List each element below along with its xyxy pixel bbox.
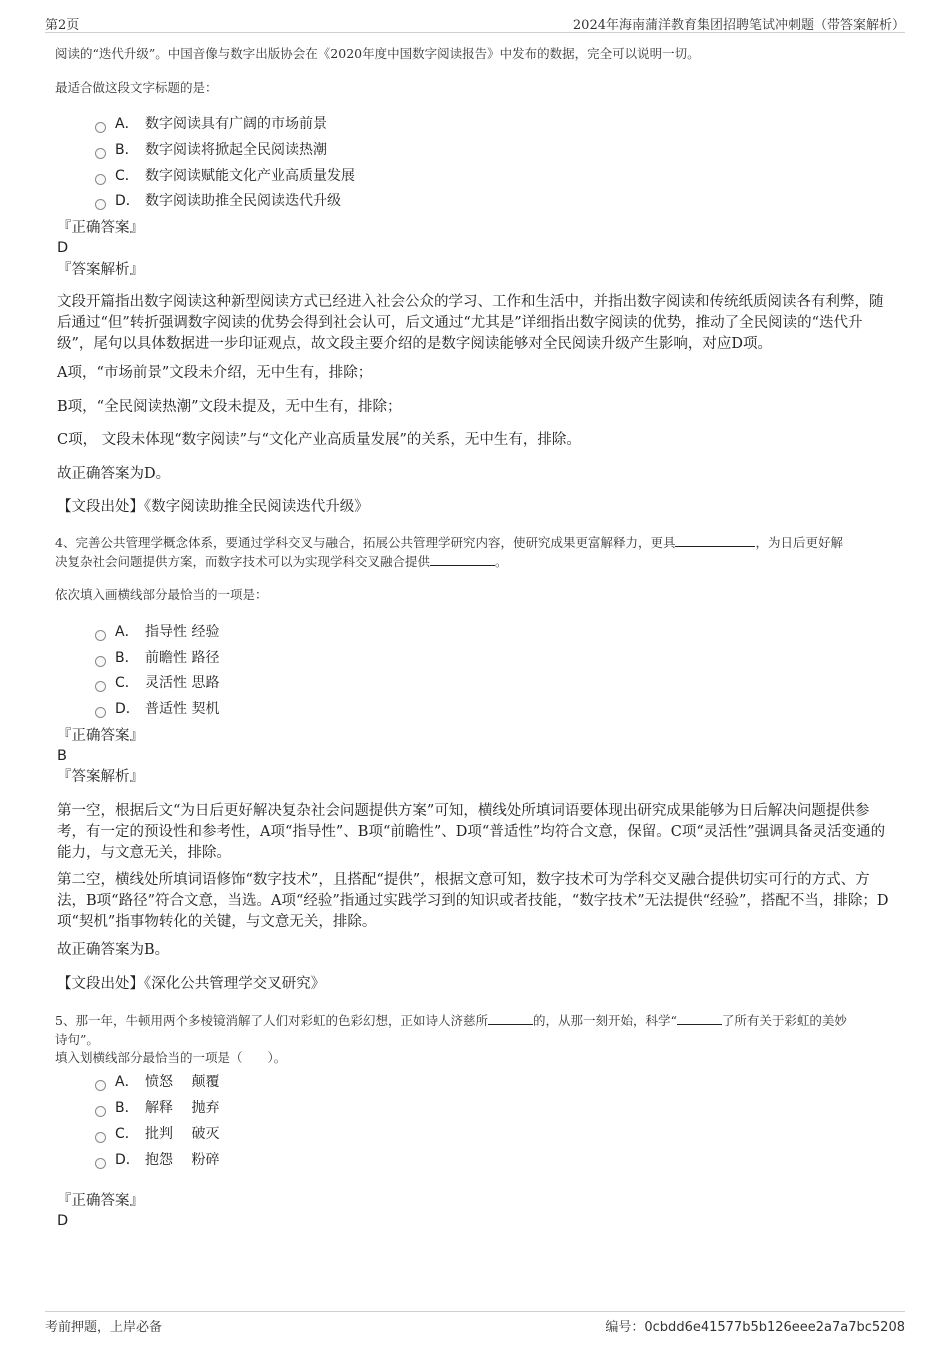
q3-analysis-label: 『答案解析』 bbox=[57, 262, 144, 278]
q3-passage-end: 阅读的“迭代升级”。中国音像与数字出版协会在《2020年度中国数字阅读报告》中发布的数据，完全可以说明一切。 bbox=[55, 46, 700, 61]
q4-analysis-label: 『答案解析』 bbox=[57, 769, 144, 785]
q5-prompt: 填入划横线部分最恰当的一项是（ ）。 bbox=[55, 1050, 287, 1065]
q3-analysis-paragraph: A项，“市场前景”文段未介绍，无中生有，排除； bbox=[57, 365, 373, 381]
page-header bbox=[45, 12, 905, 33]
radio-icon[interactable] bbox=[95, 1132, 106, 1143]
q4-analysis-conclusion: 故正确答案为B。 bbox=[57, 942, 170, 958]
q4-option-d[interactable]: D． 普适性 契机 bbox=[95, 698, 219, 720]
q3-option-b[interactable]: B． 数字阅读将掀起全民阅读热潮 bbox=[95, 139, 327, 161]
q3-answer: D bbox=[57, 240, 69, 256]
q5-option-c[interactable]: C． 批判 破灭 bbox=[95, 1123, 219, 1145]
q4-answer: B bbox=[57, 748, 67, 764]
document-title: 2024年海南蒲洋教育集团招聘笔试冲刺题（带答案解析） bbox=[572, 18, 905, 33]
blank-line bbox=[488, 1011, 533, 1025]
radio-icon[interactable] bbox=[95, 1158, 106, 1169]
radio-icon[interactable] bbox=[95, 681, 106, 692]
q3-analysis-paragraph: 文段开篇指出数字阅读这种新型阅读方式已经进入社会公众的学习、工作和生活中，并指出数字阅读和传统纸质阅读各有利弊，随后通过“但”转折强调数字阅读的优势会得到社会认可，后文通过“尤其是”详细指出数字阅读的优势，推动了全民阅读的“迭代升级”，尾句以具体数据进一步印证观点，故文段主要介绍的是数字阅读能够对全民阅读升级产生影响，对应D项。 bbox=[57, 294, 884, 352]
q3-analysis-conclusion: 故正确答案为D。 bbox=[57, 466, 171, 482]
document-code: 编号：0cbdd6e41577b5b126eee2a7a7bc5208 bbox=[605, 1320, 905, 1335]
radio-icon[interactable] bbox=[95, 1080, 106, 1091]
q4-analysis-paragraph: 第二空，横线处所填词语修饰“数字技术”，且搭配“提供”，根据文意可知，数字技术可为学科交叉融合提供切实可行的方式、方法，B项“路径”符合文意，当选。A项“经验”指通过实践学习到的知识或者技能，“数字技术”无法提供“经验”，搭配不当，排除；D项“契机”指事物转化的关键，与文意无关，排除。 bbox=[57, 872, 889, 930]
radio-icon[interactable] bbox=[95, 199, 106, 210]
footer-slogan: 考前押题，上岸必备 bbox=[45, 1320, 163, 1335]
q4-option-a[interactable]: A． 指导性 经验 bbox=[95, 621, 219, 643]
radio-icon[interactable] bbox=[95, 1106, 106, 1117]
q3-option-d[interactable]: D． 数字阅读助推全民阅读迭代升级 bbox=[95, 190, 341, 212]
radio-icon[interactable] bbox=[95, 707, 106, 718]
q3-analysis-paragraph: C项， 文段未体现“数字阅读”与“文化产业高质量发展”的关系，无中生有，排除。 bbox=[57, 432, 581, 448]
blank-line bbox=[675, 533, 755, 547]
q4-prompt: 依次填入画横线部分最恰当的一项是： bbox=[55, 587, 268, 602]
q5-stem: 5、那一年，牛顿用两个多棱镜消解了人们对彩虹的色彩幻想，正如诗人济慈所 的，从那一刻开始，科学“ 了所有关于彩虹的美妙 诗句”。 bbox=[55, 1013, 847, 1047]
q4-option-b[interactable]: B． 前瞻性 路径 bbox=[95, 647, 219, 669]
q3-analysis-paragraph: B项，“全民阅读热潮”文段未提及，无中生有，排除； bbox=[57, 399, 402, 415]
q5-option-d[interactable]: D． 抱怨 粉碎 bbox=[95, 1149, 219, 1171]
q3-option-a[interactable]: A． 数字阅读具有广阔的市场前景 bbox=[95, 113, 327, 135]
radio-icon[interactable] bbox=[95, 148, 106, 159]
blank-line bbox=[430, 552, 495, 566]
radio-icon[interactable] bbox=[95, 122, 106, 133]
q4-analysis-paragraph: 第一空，根据后文“为日后更好解决复杂社会问题提供方案”可知，横线处所填词语要体现出研究成果能够为日后解决问题提供参考，有一定的预设性和参考性，A项“指导性”、B项“前瞻性”、D项“普适性”均符合文意，保留。C项“灵活性”强调具备灵活变通的能力，与文意无关，排除。 bbox=[57, 803, 886, 861]
page-number: 第2页 bbox=[45, 18, 80, 33]
q5-option-b[interactable]: B． 解释 抛弃 bbox=[95, 1097, 219, 1119]
q5-answer: D bbox=[57, 1213, 69, 1229]
q3-prompt: 最适合做这段文字标题的是： bbox=[55, 80, 218, 95]
radio-icon[interactable] bbox=[95, 174, 106, 185]
q5-option-a[interactable]: A． 愤怒 颠覆 bbox=[95, 1071, 219, 1093]
radio-icon[interactable] bbox=[95, 630, 106, 641]
radio-icon[interactable] bbox=[95, 656, 106, 667]
q3-source: 【文段出处】《数字阅读助推全民阅读迭代升级》 bbox=[57, 499, 369, 515]
q4-option-c[interactable]: C． 灵活性 思路 bbox=[95, 672, 219, 694]
q5-answer-label: 『正确答案』 bbox=[57, 1193, 144, 1209]
page-footer bbox=[45, 1311, 905, 1336]
blank-line bbox=[677, 1011, 722, 1025]
q3-option-c[interactable]: C． 数字阅读赋能文化产业高质量发展 bbox=[95, 165, 355, 187]
q3-answer-label: 『正确答案』 bbox=[57, 220, 144, 236]
q4-source: 【文段出处】《深化公共管理学交叉研究》 bbox=[57, 976, 326, 992]
q4-stem: 4、完善公共管理学概念体系，要通过学科交叉与融合，拓展公共管理学研究内容，使研究成果更富解释力，更具 ，为日后更好解 决复杂社会问题提供方案，而数字技术可以为实现学科交叉融合提供 。 bbox=[55, 535, 843, 569]
q4-answer-label: 『正确答案』 bbox=[57, 728, 144, 744]
